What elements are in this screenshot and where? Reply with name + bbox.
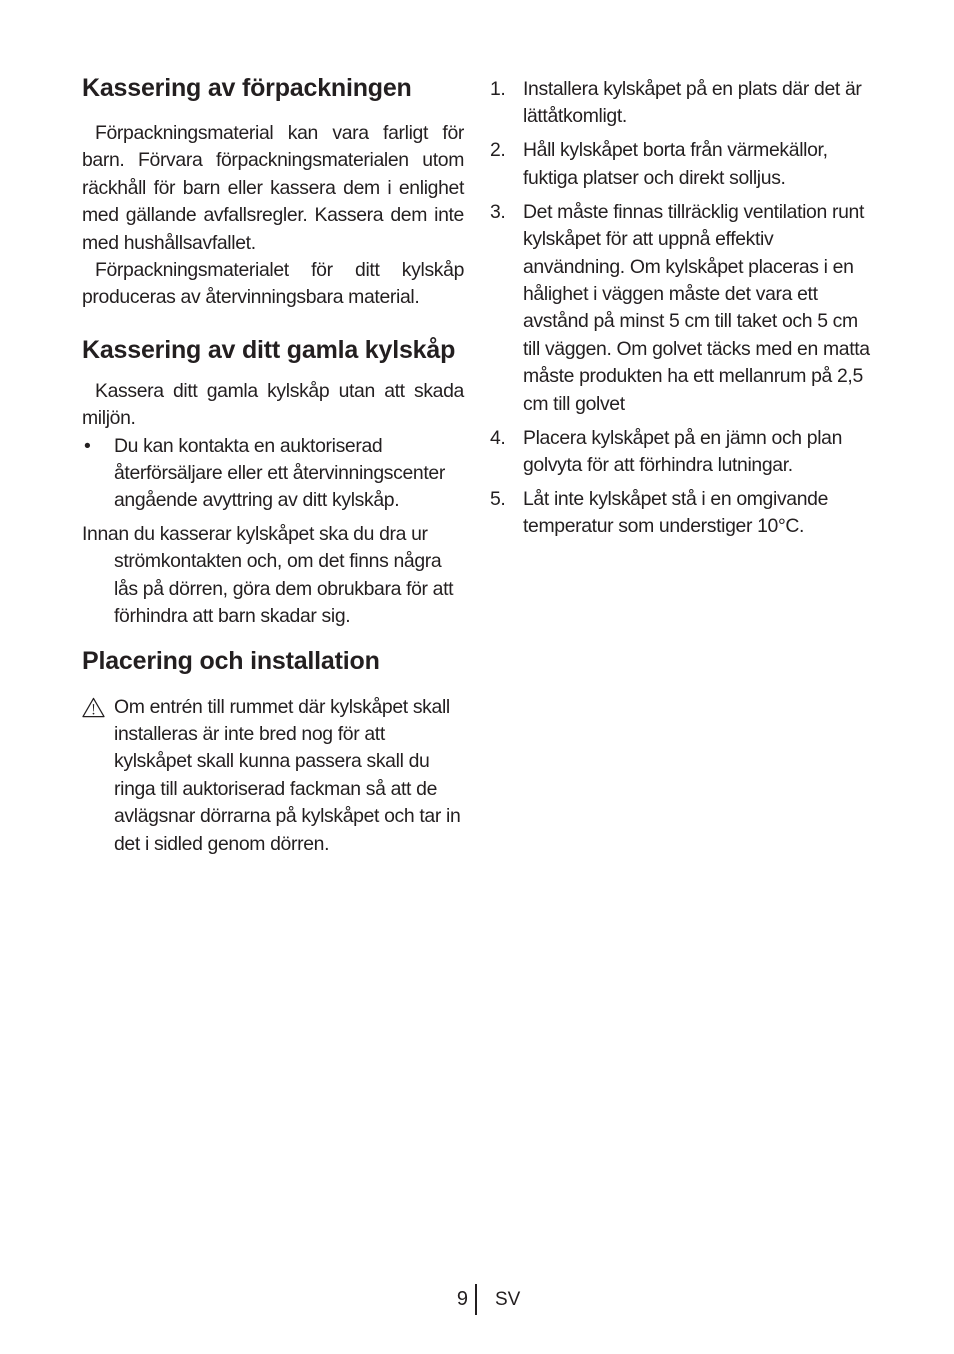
- step-text: Placera kylskåpet på en jämn och plan golvyta för att förhindra lutningar.: [523, 426, 843, 477]
- heading-old-fridge: Kassering av ditt gamla kylskåp: [82, 335, 456, 364]
- step-number: 5.: [490, 488, 506, 511]
- list-item: [488, 137, 878, 192]
- list-item: [488, 76, 878, 131]
- language-code: SV: [495, 1289, 521, 1310]
- bullet-icon: •: [84, 434, 91, 457]
- bullet-text: Du kan kontakta en auktoriserad återförsäljare eller ett återvinningscenter angående avyttring av ditt kylskåp.: [114, 434, 445, 512]
- old-fridge-paragraph: Kassera ditt gamla kylskåp utan att skada miljön.: [82, 379, 464, 430]
- list-item: [488, 425, 878, 480]
- right-column: [488, 76, 878, 547]
- old-fridge-bullets: [82, 433, 464, 515]
- packaging-paragraph-2: Förpackningsmaterialet för ditt kylskåp produceras av återvinningsbara material.: [82, 259, 464, 309]
- heading-packaging: Kassering av förpackningen: [82, 74, 412, 102]
- step-number: 4.: [490, 426, 506, 449]
- step-text: Håll kylskåpet borta från värmekällor, fuktiga platser och direkt solljus.: [523, 139, 828, 189]
- step-text: Installera kylskåpet på en plats där det är lättåtkomligt.: [523, 78, 862, 128]
- left-column: [82, 74, 464, 858]
- step-number: 1.: [490, 78, 506, 100]
- step-text: Det måste finnas tillräcklig ventilation runt kylskåpet för att uppnå effektiv användning. Om kylskåpet placeras i en hålighet i väggen måste det vara ett avstånd på minst 5 cm till taket och 5 cm till väggen. Om golvet täcks med en matta måste produkten ha ett mellanrum på 2,5 cm till golvet: [523, 200, 870, 415]
- step-number: 2.: [490, 139, 506, 162]
- list-item: [488, 486, 878, 541]
- placement-warning: [82, 694, 464, 858]
- heading-placement: Placering och installation: [82, 646, 380, 675]
- list-item: [488, 199, 878, 418]
- page-number: 9: [456, 1288, 468, 1310]
- warning-text: Om entrén till rummet där kylskåpet skall installeras är inte bred nog för att kylskåpet skall kunna passera skall du ringa till auktoriserad fackman så att de avlägsnar dörrarna på kylskåpet och tar in det i sidled genom dörren.: [114, 695, 461, 855]
- step-text: Låt inte kylskåpet stå i en omgivande temperatur som understiger 10°C.: [523, 488, 829, 538]
- footer-divider: [475, 1284, 477, 1315]
- page-footer: [0, 1284, 954, 1316]
- disposal-note: Innan du kasserar kylskåpet ska du dra ur strömkontakten och, om det finns några lås på dörren, göra dem obrukbara för att förhindra att barn skadar sig.: [82, 522, 454, 628]
- list-item: [82, 433, 464, 515]
- packaging-paragraph-1: Förpackningsmaterial kan vara farligt för barn. Förvara förpackningsmaterialen utom räckhåll för barn eller kassera dem i enlighet med gällande avfallsregler. Kassera dem inte med hushållsavfallet.: [82, 122, 464, 254]
- installation-steps: [488, 76, 878, 541]
- step-number: 3.: [490, 200, 506, 223]
- warning-triangle-icon: [82, 697, 105, 718]
